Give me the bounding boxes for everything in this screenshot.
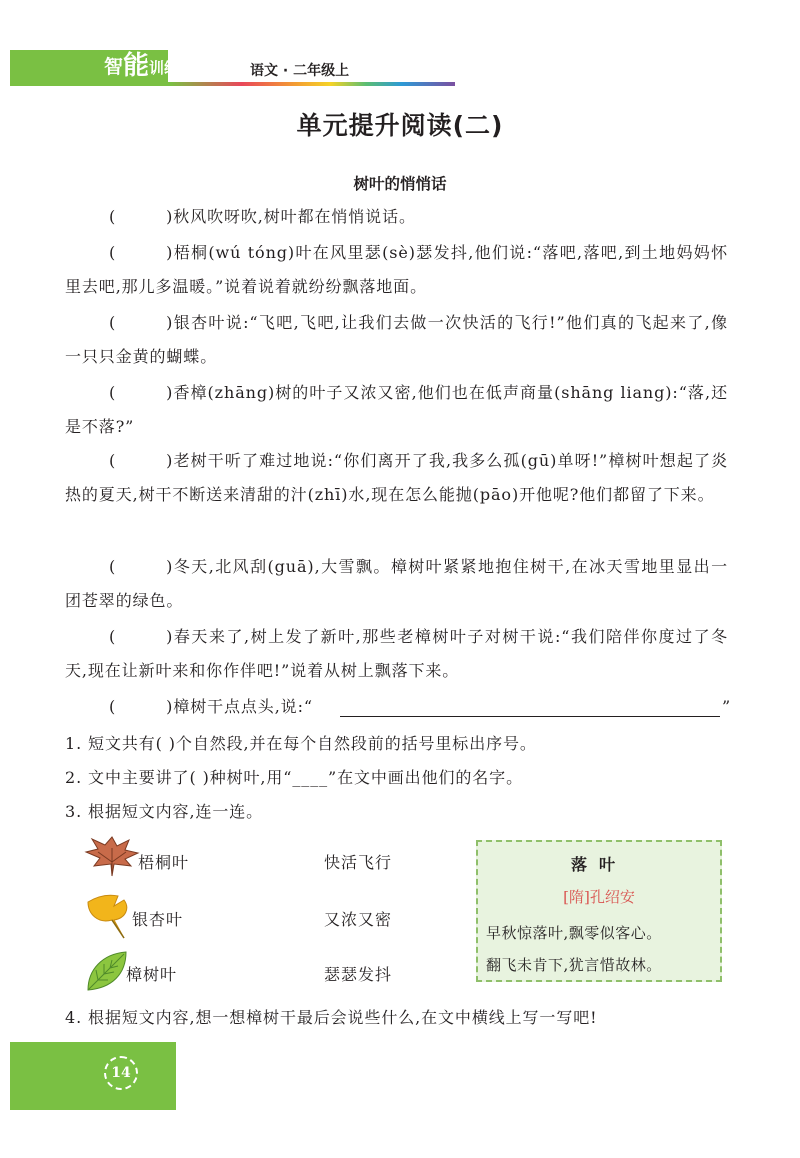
paren-open: ( (109, 207, 117, 226)
poem-line-2: 翻飞未肯下,犹言惜故林。 (486, 956, 662, 974)
paragraph-7 (65, 620, 728, 688)
paragraph-text: )樟树干点点头,说:“ (166, 697, 313, 716)
match-right-2[interactable]: 又浓又密 (324, 910, 393, 929)
paren-open: ( (109, 451, 117, 470)
match-left-2[interactable]: 银杏叶 (132, 910, 184, 929)
page-title: 单元提升阅读(二) (296, 111, 504, 140)
paragraph-6 (65, 550, 728, 618)
brand-title (104, 52, 179, 80)
question-1: 1. 短文共有( )个自然段,并在每个自然段前的括号里标出序号。 (65, 734, 537, 753)
subject-label: 语文 · 二年级上 (250, 63, 350, 79)
match-right-3[interactable]: 瑟瑟发抖 (324, 965, 393, 984)
header-rainbow-rule (10, 82, 455, 86)
write-answer-line[interactable] (340, 716, 720, 717)
match-left-1[interactable]: 梧桐叶 (138, 853, 190, 872)
paragraph-4 (65, 376, 728, 444)
paragraph-3 (65, 306, 728, 374)
poem-line-1: 早秋惊落叶,飘零似客心。 (486, 924, 662, 942)
footer-color-block (10, 1042, 176, 1110)
paragraph-text: )老树干听了难过地说:“你们离开了我,我多么孤(gū)单呀!”樟树叶想起了炎热的夏天,树干不断送来清甜的汁(zhī)水,现在怎么能抛(pāo)开他呢?他们都留了下来。 (65, 451, 728, 504)
paragraph-text: )梧桐(wú tóng)叶在风里瑟(sè)瑟发抖,他们说:“落吧,落吧,到土地妈妈怀里去吧,那儿多温暖。”说着说着就纷纷飘落地面。 (65, 243, 728, 296)
paragraph-text: )香樟(zhāng)树的叶子又浓又密,他们也在低声商量(shāng liang):“落,还是不落?” (65, 383, 728, 436)
match-right-1[interactable]: 快活飞行 (324, 853, 393, 872)
maple-leaf-icon (84, 836, 140, 878)
paren-open: ( (109, 557, 117, 576)
paren-open: ( (109, 243, 117, 262)
brand-char-1: 智 (104, 56, 124, 78)
ginkgo-leaf-icon (84, 892, 134, 940)
story-title: 树叶的悄悄话 (353, 175, 447, 193)
paragraph-text: )银杏叶说:“飞吧,飞吧,让我们去做一次快活的飞行!”他们真的飞起来了,像一只只金黄的蝴蝶。 (65, 313, 728, 366)
paragraph-8 (65, 690, 731, 724)
question-4: 4. 根据短文内容,想一想樟树干最后会说些什么,在文中横线上写一写吧! (65, 1008, 598, 1027)
camphor-leaf-icon (84, 950, 130, 992)
closing-quote: ” (722, 697, 731, 716)
paragraph-text: )秋风吹呀吹,树叶都在悄悄说话。 (166, 207, 416, 226)
page-number: 14 (104, 1056, 138, 1090)
question-3: 3. 根据短文内容,连一连。 (65, 802, 264, 821)
poem-author: [隋]孔绍安 (563, 888, 635, 906)
page-header (0, 0, 800, 100)
paragraph-2 (65, 236, 728, 304)
paren-open: ( (109, 383, 117, 402)
paren-open: ( (109, 313, 117, 332)
paragraph-1 (65, 200, 728, 234)
paren-open: ( (109, 627, 117, 646)
paren-open: ( (109, 697, 117, 716)
brand-char-3: 训练 (149, 59, 180, 77)
match-left-3[interactable]: 樟树叶 (126, 965, 178, 984)
question-2: 2. 文中主要讲了( )种树叶,用“____”在文中画出他们的名字。 (65, 768, 523, 787)
paragraph-text: )冬天,北风刮(guā),大雪飘。樟树叶紧紧地抱住树干,在冰天雪地里显出一团苍翠的绿色。 (65, 557, 728, 610)
brand-char-2: 能 (123, 51, 150, 81)
poem-title: 落叶 (570, 855, 627, 874)
paragraph-text: )春天来了,树上发了新叶,那些老樟树叶子对树干说:“我们陪伴你度过了冬天,现在让新叶来和你作伴吧!”说着从树上飘落下来。 (65, 627, 728, 680)
paragraph-5 (65, 444, 728, 512)
poem-box (476, 840, 722, 982)
